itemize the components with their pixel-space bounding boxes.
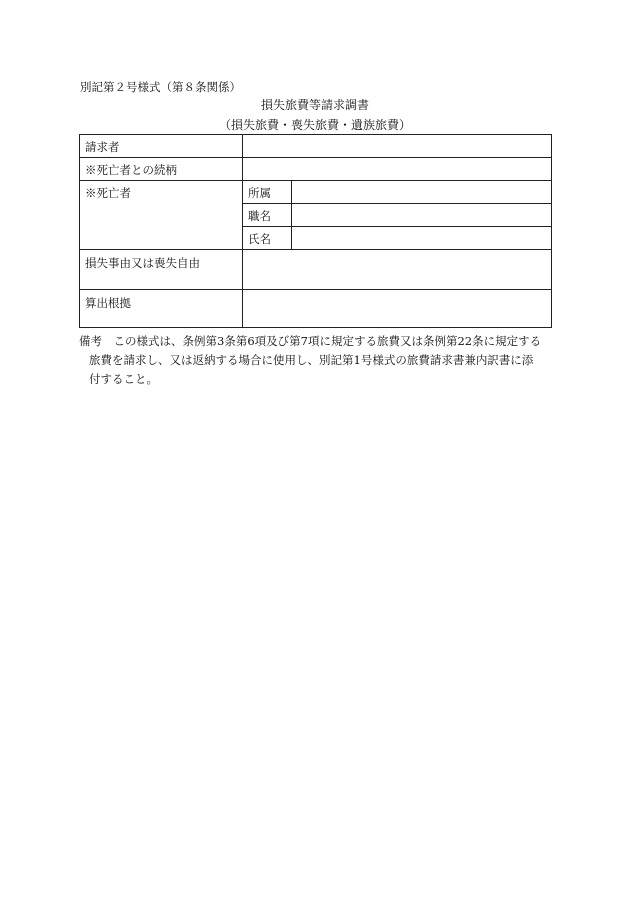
form-number-label: 別記第２号様式（第８条関係） [80, 80, 241, 94]
remarks-line-3: 付すること。 [89, 372, 158, 386]
remarks-line-1: 備考 この様式は、条例第3条第6項及び第7項に規定する旅費又は条例第22条に規定する [79, 334, 542, 348]
position-label: 職名 [248, 209, 271, 223]
document-title: 損失旅費等請求調書 [260, 98, 369, 112]
affiliation-label: 所属 [248, 186, 271, 200]
row-divider [80, 157, 551, 158]
row-divider [242, 226, 551, 227]
remarks-line-2: 旅費を請求し、又は返納する場合に使用し、別記第1号様式の旅費請求書兼内訳書に添 [89, 353, 534, 367]
row-divider [80, 180, 551, 181]
relationship-label: ※死亡者との続柄 [85, 163, 177, 177]
column-divider [291, 181, 292, 249]
document-subtitle: （損失旅費・喪失旅費・遺族旅費） [218, 118, 411, 132]
name-label: 氏名 [248, 232, 271, 246]
deceased-label: ※死亡者 [85, 186, 131, 200]
row-divider [80, 249, 551, 250]
reason-label: 損失事由又は喪失自由 [85, 256, 200, 270]
column-divider [242, 135, 243, 327]
remarks [79, 332, 554, 389]
claimant-label: 請求者 [85, 140, 120, 154]
row-divider [80, 289, 551, 290]
row-divider [242, 203, 551, 204]
calculation-basis-label: 算出根拠 [85, 296, 131, 310]
